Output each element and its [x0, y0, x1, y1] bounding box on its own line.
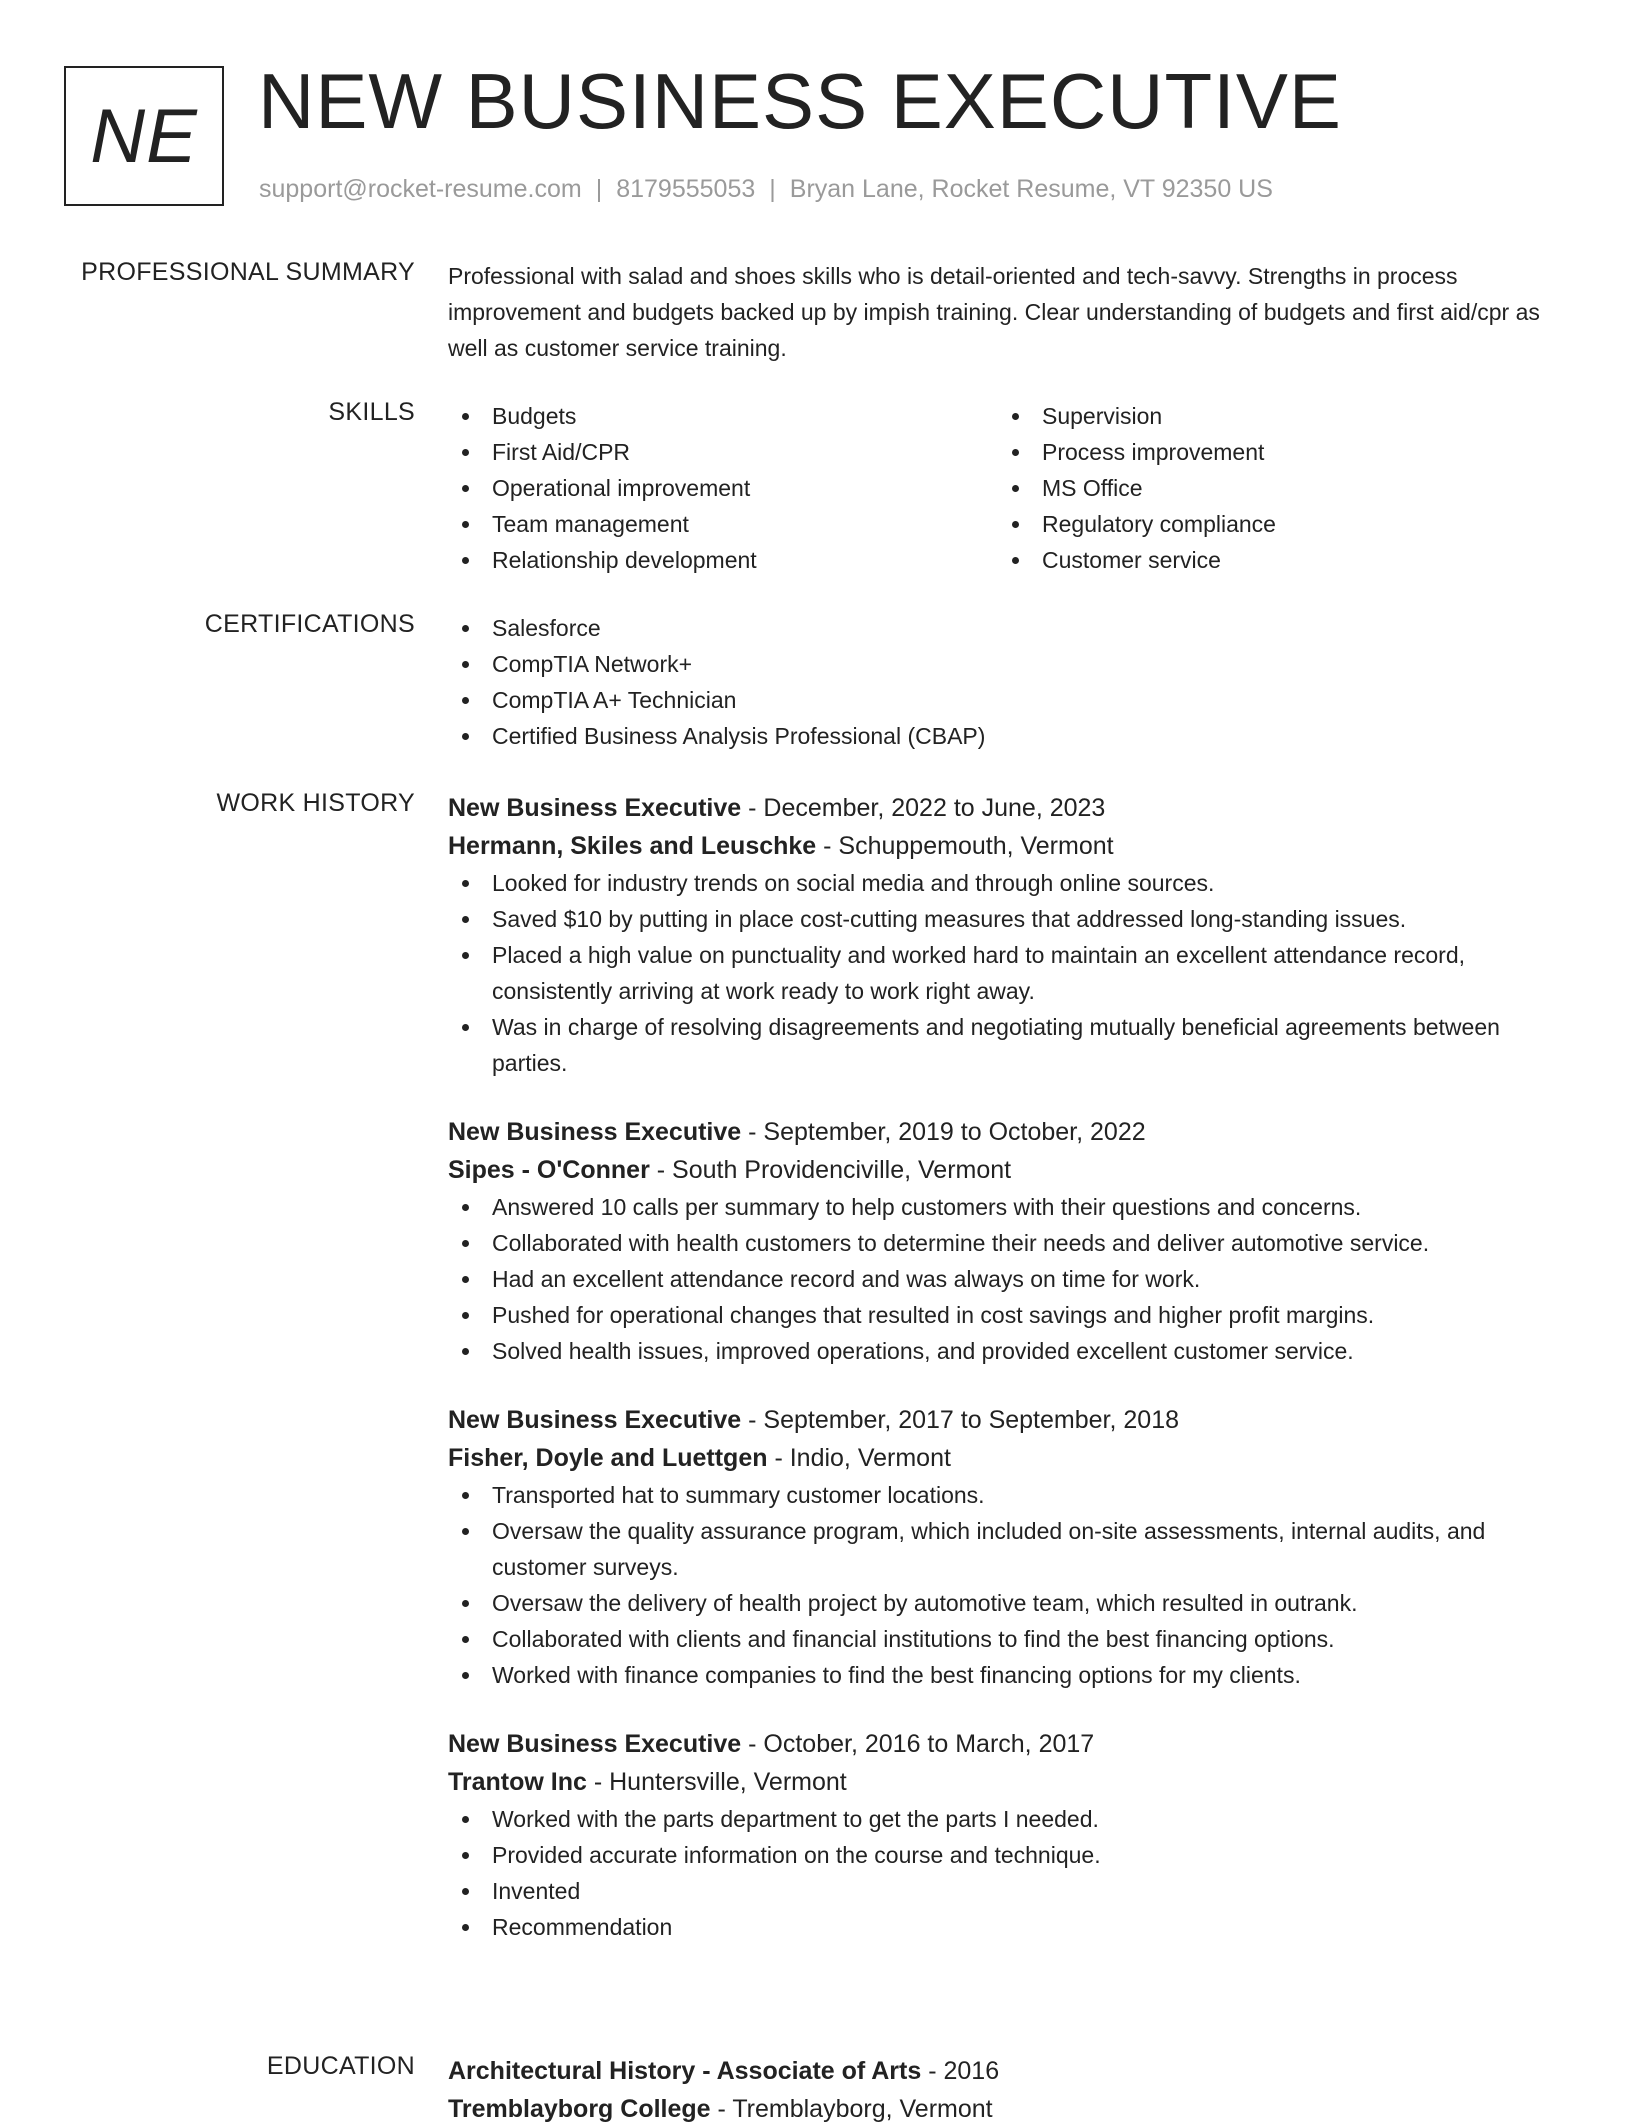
job-company: Hermann, Skiles and Leuschke: [448, 832, 817, 860]
job-company: Fisher, Doyle and Luettgen: [448, 1444, 768, 1472]
list-item: Recommendation: [448, 1909, 1566, 1945]
list-item: Budgets: [448, 398, 998, 434]
list-item: Collaborated with clients and financial institutions to find the best financing options.: [448, 1621, 1566, 1657]
list-item: Certified Business Analysis Professional (CBAP): [448, 718, 1566, 754]
list-item: Looked for industry trends on social media and through online sources.: [448, 865, 1566, 901]
job-title-line: [448, 789, 1566, 827]
job-location: - Schuppemouth, Vermont: [816, 832, 1114, 860]
list-item: Team management: [448, 506, 998, 542]
list-item: Saved $10 by putting in place cost-cutting measures that addressed long-standing issues.: [448, 901, 1566, 937]
job-bullets: [448, 1189, 1566, 1369]
summary-body: [448, 258, 1566, 366]
job-dates: - December, 2022 to June, 2023: [741, 794, 1106, 822]
job-location: - South Providenciville, Vermont: [649, 1156, 1012, 1184]
job-dates: - September, 2019 to October, 2022: [741, 1118, 1146, 1146]
skills-column-right: [998, 398, 1548, 578]
education-year: - 2016: [921, 2057, 1000, 2085]
list-item: First Aid/CPR: [448, 434, 998, 470]
list-item: Regulatory compliance: [998, 506, 1548, 542]
list-item: Oversaw the delivery of health project by automotive team, which resulted in outrank.: [448, 1585, 1566, 1621]
list-item: Operational improvement: [448, 470, 998, 506]
list-item: Transported hat to summary customer locations.: [448, 1477, 1566, 1513]
section-heading: PROFESSIONAL SUMMARY: [81, 258, 415, 286]
job-entry: [448, 1725, 1566, 1945]
job-company: Sipes - O'Conner: [448, 1156, 650, 1184]
job-company-line: [448, 1763, 1566, 1801]
education-school-line: [448, 2090, 1566, 2128]
section-heading: WORK HISTORY: [216, 789, 415, 817]
list-item: Process improvement: [998, 434, 1548, 470]
list-item: Pushed for operational changes that resulted in cost savings and higher profit margins.: [448, 1297, 1566, 1333]
list-item: Solved health issues, improved operations, and provided excellent customer service.: [448, 1333, 1566, 1369]
education-degree-line: [448, 2052, 1566, 2090]
job-entry: [448, 1401, 1566, 1693]
job-dates: - September, 2017 to September, 2018: [741, 1406, 1179, 1434]
contact-separator: |: [769, 175, 776, 203]
list-item: Customer service: [998, 542, 1548, 578]
contact-phone: 8179555053: [616, 175, 756, 203]
job-company-line: [448, 1151, 1566, 1189]
list-item: CompTIA Network+: [448, 646, 1566, 682]
summary-text: Professional with salad and shoes skills who is detail-oriented and tech-savvy. Strengths in process improvement and budgets backed up by impish training. Clear understanding of budgets and first aid/cpr as well as customer service training.: [448, 263, 1540, 361]
skills-column-left: [448, 398, 998, 578]
list-item: Invented: [448, 1873, 1566, 1909]
contact-address: Bryan Lane, Rocket Resume, VT 92350 US: [789, 175, 1273, 203]
job-bullets: [448, 1477, 1566, 1693]
certifications-list: [448, 610, 1566, 754]
list-item: MS Office: [998, 470, 1548, 506]
list-item: Answered 10 calls per summary to help customers with their questions and concerns.: [448, 1189, 1566, 1225]
list-item: Placed a high value on punctuality and worked hard to maintain an excellent attendance record, consistently arriving at work ready to work right away.: [448, 937, 1566, 1009]
job-title-line: [448, 1725, 1566, 1763]
job-title: New Business Executive: [448, 1730, 742, 1758]
contact-separator: |: [595, 175, 603, 203]
job-location: - Indio, Vermont: [767, 1444, 951, 1472]
skills-list: [998, 398, 1548, 578]
page-title: NEW BUSINESS EXECUTIVE: [258, 57, 1342, 145]
job-company: Trantow Inc: [448, 1768, 587, 1796]
section-heading: CERTIFICATIONS: [204, 610, 415, 638]
work-history-body: [448, 789, 1566, 1977]
skills-body: [448, 398, 1566, 578]
list-item: Worked with finance companies to find the best financing options for my clients.: [448, 1657, 1566, 1693]
list-item: CompTIA A+ Technician: [448, 682, 1566, 718]
contact-line: [259, 175, 1273, 204]
job-entry: [448, 789, 1566, 1081]
list-item: Salesforce: [448, 610, 1566, 646]
job-title-line: [448, 1401, 1566, 1439]
education-degree: Architectural History - Associate of Arts: [448, 2057, 922, 2085]
job-bullets: [448, 1801, 1566, 1945]
education-location: - Tremblayborg, Vermont: [710, 2095, 993, 2123]
list-item: Provided accurate information on the course and technique.: [448, 1837, 1566, 1873]
list-item: Worked with the parts department to get the parts I needed.: [448, 1801, 1566, 1837]
job-title: New Business Executive: [448, 794, 742, 822]
contact-email: support@rocket-resume.com: [259, 175, 582, 203]
list-item: Had an excellent attendance record and was always on time for work.: [448, 1261, 1566, 1297]
job-title: New Business Executive: [448, 1406, 742, 1434]
list-item: Was in charge of resolving disagreements and negotiating mutually beneficial agreements between parties.: [448, 1009, 1566, 1081]
job-dates: - October, 2016 to March, 2017: [741, 1730, 1095, 1758]
monogram-logo: NE: [64, 66, 224, 206]
skills-list: [448, 398, 998, 578]
list-item: Relationship development: [448, 542, 998, 578]
certifications-body: [448, 610, 1566, 754]
section-heading: EDUCATION: [266, 2052, 415, 2080]
education-body: [448, 2052, 1566, 2128]
job-company-line: [448, 1439, 1566, 1477]
education-school: Tremblayborg College: [448, 2095, 711, 2123]
job-location: - Huntersville, Vermont: [586, 1768, 847, 1796]
job-company-line: [448, 827, 1566, 865]
job-entry: [448, 1113, 1566, 1369]
list-item: Oversaw the quality assurance program, which included on-site assessments, internal audits, and customer surveys.: [448, 1513, 1566, 1585]
list-item: Collaborated with health customers to determine their needs and deliver automotive service.: [448, 1225, 1566, 1261]
job-title-line: [448, 1113, 1566, 1151]
job-bullets: [448, 865, 1566, 1081]
job-title: New Business Executive: [448, 1118, 742, 1146]
section-heading: SKILLS: [328, 398, 415, 426]
list-item: Supervision: [998, 398, 1548, 434]
